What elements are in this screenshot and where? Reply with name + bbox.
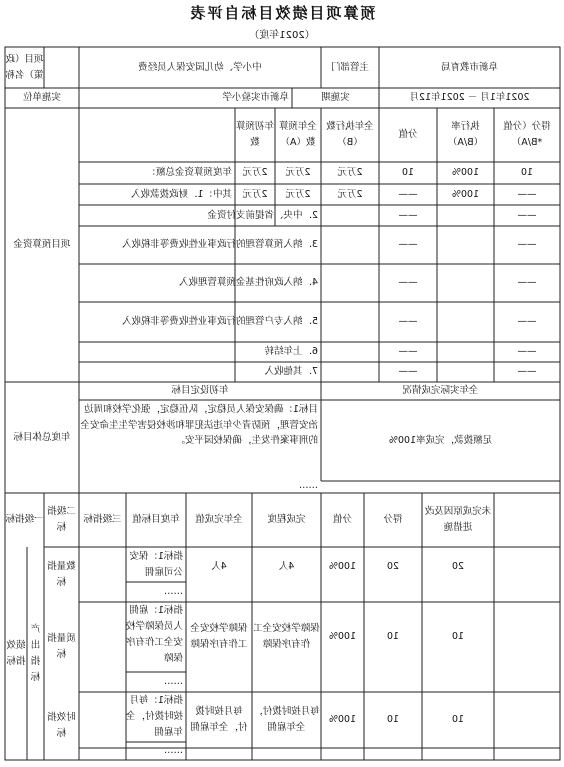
fund-row-label: 年度预算资金总额：: [146, 167, 232, 178]
goals-planned-text: 目标1：确保安保人员稳定，队伍稳定，强化学校和周边治安管理，预防青少年违法犯罪和涉校侵害学生生命安全的刑事案件发生，确保校园平安。: [80, 404, 318, 446]
unit-label: 实施单位: [23, 92, 62, 103]
fund-row-label: 3．纳入预算管理的行政事业性收费等非税收入: [121, 239, 318, 250]
ind-row-actual: 每月按时拨付，全年雇佣: [253, 706, 320, 733]
fund-row-score: ——: [517, 346, 537, 357]
fund-row-value: ——: [398, 209, 418, 221]
ind-row-l3: 指标1：雇佣人员保障学校安全工作有序保障: [126, 605, 183, 664]
ind-row-l3: 指标1：保安公司雇佣: [129, 551, 183, 578]
ind-col-l1: 一级指标: [5, 514, 44, 525]
ind-row-reason: [494, 602, 560, 672]
ind-row-score: 10: [451, 631, 465, 642]
ind-row-more: ……: [164, 745, 183, 756]
fund-row-score: ——: [517, 239, 537, 250]
ind-col-actual: 全年完成值: [195, 514, 243, 525]
funds-section-label: 项目预算资金: [13, 239, 71, 250]
goals-col-planned: 年初设定目标: [171, 385, 229, 396]
goals-col-actual: 全年实际完成情况: [402, 385, 479, 396]
fund-row-score: 10: [520, 167, 534, 178]
col-exec-rate: 执行率（B/A）: [447, 121, 484, 148]
ind-row-degree: 100%: [328, 631, 357, 642]
fund-row-rate: 100%: [451, 167, 480, 178]
ind-col-reason: 未完成原因及改进措施: [424, 506, 492, 533]
ind-row-actual: 保障学校安全工作有序保障: [253, 623, 320, 650]
form-subtitle: （2021年度）: [249, 30, 315, 41]
fund-row-value: ——: [398, 188, 418, 200]
ind-row-actual: 4人: [278, 561, 295, 572]
dept-value: 阜新市教育局: [441, 61, 499, 73]
fund-row-score: ——: [517, 366, 537, 377]
col-executed: 全年执行数（B）: [326, 121, 374, 148]
goals-planned-more: ……: [299, 480, 318, 491]
fund-row-score: ——: [517, 277, 537, 288]
project-name-label: 项目（政策）名称: [5, 53, 44, 81]
col-full-year-budget: 全年预算数（A）: [279, 121, 318, 148]
fund-row-value: ——: [398, 316, 418, 327]
fund-row-value: ——: [398, 366, 418, 377]
project-name-value: 中小学、幼儿园安保人员经费: [138, 61, 262, 73]
period-label: 实施期: [321, 92, 350, 103]
ind-row-value: 10: [386, 631, 400, 642]
col-score-value: 分值: [398, 129, 418, 140]
fund-row-value: ——: [398, 277, 418, 288]
ind-row-target: 保障学校安全工作有序保障: [190, 623, 248, 650]
fund-row-initial: 2万元: [242, 167, 268, 178]
ind-row-target: 4人: [211, 561, 227, 572]
ind-row-l2: 质量指标: [47, 633, 76, 660]
dept-label: 主管部门: [331, 61, 370, 73]
ind-row-value: 20: [386, 561, 400, 572]
ind-perf-label: 绩效指标: [6, 639, 26, 667]
ind-row-more: ……: [164, 676, 183, 687]
fund-row-label: 5．纳入专户管理的行政事业性收费等非税收入: [121, 316, 318, 327]
fund-row-label: 4．纳入政府性基金预算管理收入: [178, 277, 318, 288]
fund-row-exec: 2万元: [337, 188, 363, 200]
fund-row-value: ——: [398, 346, 418, 357]
goals-section-label: 年度总体目标: [13, 431, 71, 443]
ind-output-label: 产出指标: [30, 623, 41, 683]
fund-row-label: 2．中央、省提前支付资金: [207, 209, 318, 221]
ind-row-score: 10: [451, 714, 465, 725]
fund-row-label: 7．其他收入: [264, 366, 318, 377]
form-title: 预算项目绩效目标自评表: [188, 4, 376, 22]
fund-row-score: ——: [517, 316, 537, 327]
ind-row-degree: 100%: [328, 561, 357, 572]
ind-row-degree: 100%: [328, 714, 357, 725]
ind-row-reason: [494, 547, 560, 587]
fund-row-value: 10: [401, 167, 415, 178]
fund-row-full: 2万元: [285, 188, 311, 200]
ind-row-reason: [494, 692, 560, 748]
col-initial-budget: 年初预算数: [236, 121, 275, 148]
ind-row-target: 每月按时拨付，全年雇佣: [190, 706, 248, 733]
fund-row-initial: 2万元: [242, 188, 268, 200]
ind-row-l2: 数量指标: [47, 560, 76, 588]
ind-row-l2: 时效指标: [47, 712, 76, 739]
fund-row-value: ——: [398, 239, 418, 250]
fund-row-label: 6．上年结转: [264, 346, 318, 357]
ind-row-value: 10: [386, 714, 400, 725]
fund-row-exec: 2万元: [337, 167, 363, 178]
fund-row-rate: 100%: [451, 188, 480, 200]
fund-row-full: 2万元: [285, 167, 311, 178]
fund-row-score: ——: [517, 209, 537, 221]
fund-row-score: ——: [517, 188, 537, 200]
ind-col-degree: 完成程度: [267, 514, 306, 525]
ind-row-score: 20: [451, 561, 465, 572]
goals-actual-text: 足额拨款，完成率100%: [388, 434, 493, 446]
ind-col-value: 分值: [333, 514, 353, 525]
ind-col-target: 年度目标值: [132, 514, 180, 525]
ind-row-l3: 指标1：每月按时拨付，全年雇佣: [126, 695, 183, 738]
ind-col-score: 得分: [383, 514, 403, 525]
unit-value: 阜新市实验小学: [222, 92, 289, 103]
ind-col-l3: 三级指标: [83, 514, 122, 525]
ind-row-more: ……: [164, 586, 183, 597]
ind-col-l2: 二级指标: [47, 506, 76, 533]
period-value: 2021年1月 － 2021年12月: [409, 92, 530, 103]
fund-row-label: 其中：1．财政拨款收入: [130, 188, 232, 200]
col-score: 得分（分值*B/A）: [503, 121, 551, 148]
